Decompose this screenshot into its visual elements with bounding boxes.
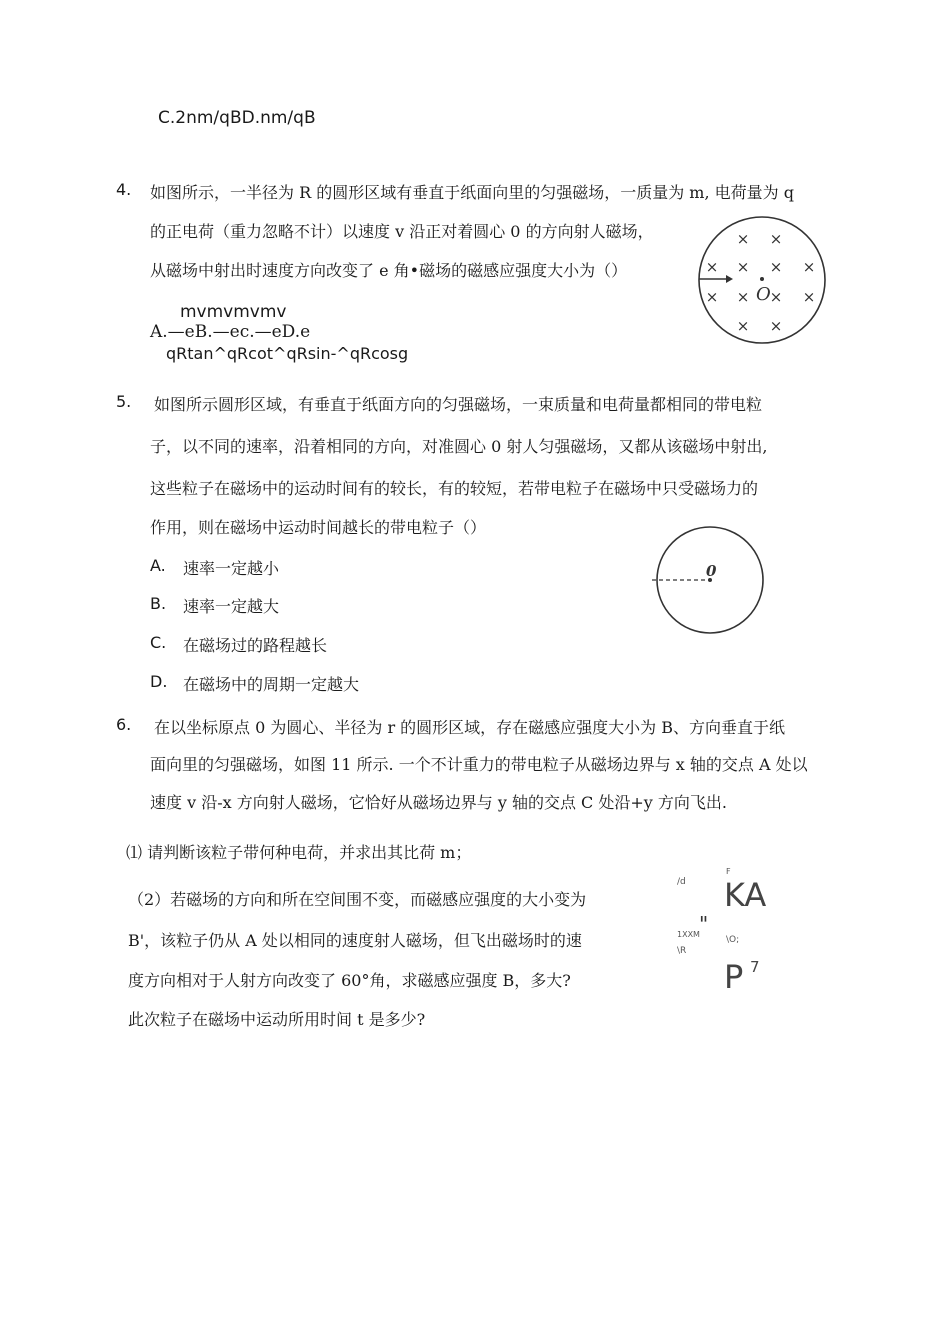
- svg-text:×: ×: [736, 317, 750, 335]
- q3-options-tail: C.2nm/qBD.nm/qB: [158, 108, 316, 128]
- q6-fig-fragment-9: 7: [750, 958, 760, 976]
- q6-fig-fragment-1: /d: [677, 877, 686, 887]
- q5-option-d-text: 在磁场中的周期一定越大: [183, 675, 360, 694]
- q5-line3: 这些粒子在磁场中的运动时间有的较长，有的较短，若带电粒子在磁场中只受磁场力的: [150, 479, 759, 498]
- svg-text:×: ×: [802, 258, 816, 276]
- q5-option-c-text: 在磁场过的路程越长: [183, 636, 328, 655]
- q6-fig-fragment-7: \R: [677, 946, 687, 956]
- q6-fig-fragment-8: P: [724, 958, 744, 996]
- q5-option-a-letter: A.: [150, 556, 166, 575]
- q6-line3: 速度 v 沿-x 方向射人磁场，它恰好从磁场边界与 y 轴的交点 C 处沿+y 方向飞出.: [150, 793, 727, 812]
- svg-text:×: ×: [769, 230, 783, 248]
- q6-fig-fragment-3: KA: [724, 876, 767, 914]
- q4-line2: 的正电荷（重力忽略不计）以速度 v 沿正对着圆心 0 的方向射人磁场，: [150, 222, 654, 241]
- q6-part2-line1: （2）若磁场的方向和所在空间围不变，而磁感应强度的大小变为: [128, 890, 587, 909]
- svg-text:×: ×: [705, 288, 719, 306]
- q6-line1: 在以坐标原点 0 为圆心、半径为 r 的圆形区域，存在磁感应强度大小为 B、方向垂直于纸: [154, 718, 786, 737]
- q6-line2: 面向里的匀强磁场，如图 11 所示. 一个不计重力的带电粒子从磁场边界与 x 轴的交点 A 处以: [150, 755, 808, 774]
- svg-text:×: ×: [769, 317, 783, 335]
- q5-line4: 作用，则在磁场中运动时间越长的带电粒子（）: [150, 518, 487, 537]
- q5-option-b-letter: B.: [150, 594, 167, 613]
- q4-option-letters: A.—eB.—ec.—eD.e: [150, 322, 311, 342]
- q4-number: 4.: [116, 180, 132, 199]
- q5-line1: 如图所示圆形区域，有垂直于纸面方向的匀强磁场，一束质量和电荷量都相同的带电粒: [154, 395, 763, 414]
- q6-fig-fragment-5: ": [699, 912, 709, 936]
- q5-center-label: 0: [706, 562, 717, 580]
- svg-text:×: ×: [736, 288, 750, 306]
- svg-text:×: ×: [736, 258, 750, 276]
- q6-part2-line4: 此次粒子在磁场中运动所用时间 t 是多少?: [128, 1010, 426, 1029]
- q4-line1: 如图所示，一半径为 R 的圆形区域有垂直于纸面向里的匀强磁场，一质量为 m, 电荷量为 q: [150, 183, 794, 202]
- svg-text:×: ×: [802, 288, 816, 306]
- q4-numerators: mvmvmvmv: [180, 302, 287, 322]
- q5-option-d-letter: D.: [150, 672, 168, 691]
- q6-fig-fragment-2: F: [726, 867, 731, 876]
- q6-number: 6.: [116, 715, 132, 734]
- q5-number: 5.: [116, 392, 132, 411]
- q5-circle-figure: [650, 525, 770, 637]
- q6-fig-fragment-4: 1XXM: [677, 930, 700, 939]
- q6-part2-line3: 度方向相对于人射方向改变了 60°角，求磁感应强度 B，多大?: [128, 971, 571, 990]
- svg-text:×: ×: [769, 288, 783, 306]
- q4-line3: 从磁场中射出时速度方向改变了 e 角•磁场的磁感应强度大小为（）: [150, 261, 628, 280]
- q4-center-label: O: [756, 284, 771, 305]
- q5-line2: 子，以不同的速率，沿着相同的方向，对准圆心 0 射人匀强磁场，又都从该磁场中射出,: [150, 437, 768, 456]
- q5-option-b-text: 速率一定越大: [183, 597, 280, 616]
- svg-text:×: ×: [705, 258, 719, 276]
- q4-magnetic-field-figure: [696, 214, 828, 346]
- q6-part2-line2: B'，该粒子仍从 A 处以相同的速度射人磁场，但飞出磁场时的速: [128, 931, 582, 950]
- q4-denominators: qRtan^qRcot^qRsin-^qRcosg: [166, 344, 409, 363]
- svg-text:×: ×: [736, 230, 750, 248]
- q6-part1: ⑴ 请判断该粒子带何种电荷，并求出其比荷 m；: [126, 843, 472, 862]
- q6-fig-fragment-6: \O;: [726, 935, 740, 945]
- q5-option-c-letter: C.: [150, 633, 167, 652]
- svg-text:×: ×: [769, 258, 783, 276]
- q5-option-a-text: 速率一定越小: [183, 559, 280, 578]
